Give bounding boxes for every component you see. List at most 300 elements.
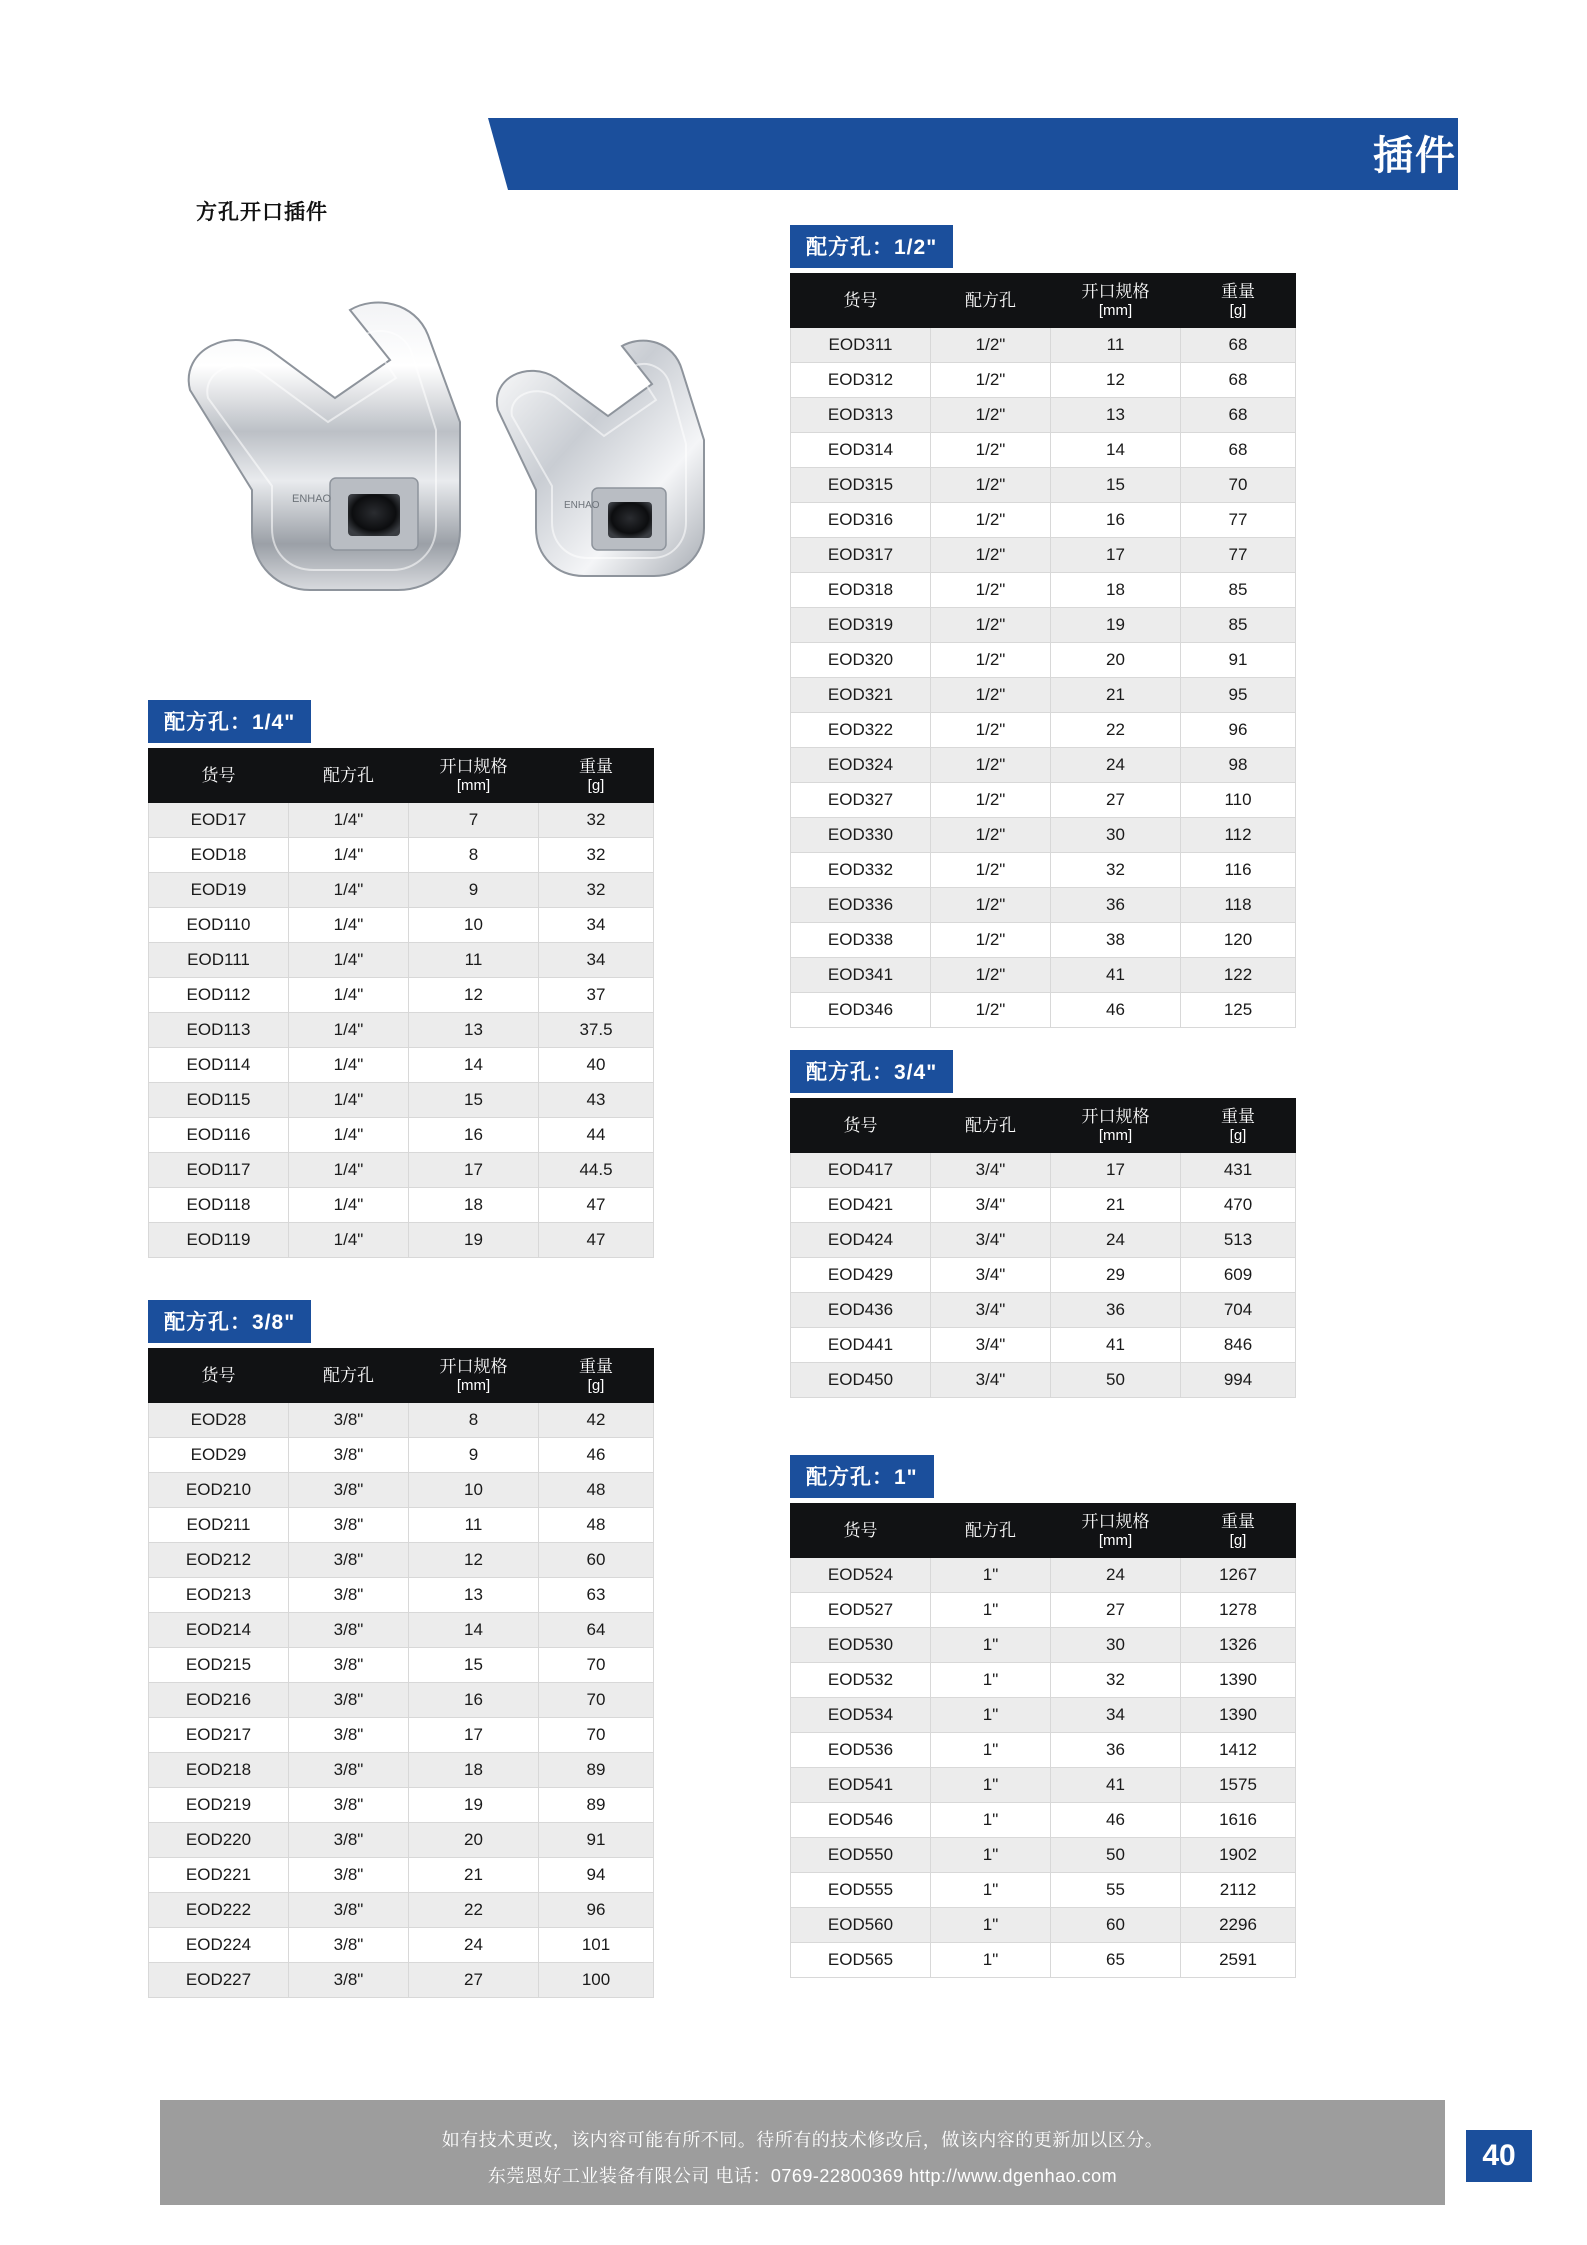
th-size-label: 开口规格	[439, 1356, 508, 1376]
cell-code: EOD218	[149, 1753, 289, 1788]
cell-code: EOD546	[791, 1803, 931, 1838]
cell-code: EOD28	[149, 1403, 289, 1438]
table-row	[791, 608, 1296, 643]
cell-code: EOD560	[791, 1908, 931, 1943]
cell-code: EOD219	[149, 1788, 289, 1823]
cell-drive: 1/2"	[931, 608, 1051, 643]
cell-size: 22	[1051, 713, 1181, 748]
table-row	[149, 1403, 654, 1438]
cell-code: EOD332	[791, 853, 931, 888]
cell-drive: 3/8"	[289, 1893, 409, 1928]
cell-weight: 91	[1181, 643, 1296, 678]
cell-code: EOD527	[791, 1593, 931, 1628]
cell-code: EOD313	[791, 398, 931, 433]
cell-weight: 1326	[1181, 1628, 1296, 1663]
cell-weight: 48	[539, 1473, 654, 1508]
cell-weight: 1390	[1181, 1698, 1296, 1733]
cell-drive: 1/4"	[289, 943, 409, 978]
spec-table-quarter	[148, 748, 654, 1258]
cell-size: 12	[409, 1543, 539, 1578]
cell-code: EOD436	[791, 1293, 931, 1328]
table-row	[149, 1013, 654, 1048]
table-row	[149, 1438, 654, 1473]
cell-size: 38	[1051, 923, 1181, 958]
table-row	[791, 1258, 1296, 1293]
table-row	[791, 853, 1296, 888]
section-label-threeeighth: 配方孔：3/8"	[148, 1300, 311, 1343]
table-row	[791, 1188, 1296, 1223]
cell-drive: 3/4"	[931, 1328, 1051, 1363]
cell-weight: 116	[1181, 853, 1296, 888]
table-row	[149, 1223, 654, 1258]
cell-weight: 1278	[1181, 1593, 1296, 1628]
cell-code: EOD214	[149, 1613, 289, 1648]
spec-table-threequarter	[790, 1098, 1296, 1398]
page-header	[0, 0, 1587, 205]
cell-weight: 112	[1181, 818, 1296, 853]
cell-size: 7	[409, 803, 539, 838]
th-weight-label: 重量	[1221, 281, 1255, 301]
cell-code: EOD320	[791, 643, 931, 678]
cell-code: EOD312	[791, 363, 931, 398]
cell-drive: 1"	[931, 1628, 1051, 1663]
cell-size: 13	[409, 1578, 539, 1613]
svg-text:ENHAO: ENHAO	[564, 500, 600, 511]
cell-size: 24	[1051, 1558, 1181, 1593]
cell-drive: 1/2"	[931, 538, 1051, 573]
cell-size: 21	[1051, 678, 1181, 713]
cell-drive: 3/8"	[289, 1648, 409, 1683]
page-subtitle: 方孔开口插件	[196, 201, 328, 224]
cell-drive: 1/2"	[931, 398, 1051, 433]
cell-size: 36	[1051, 1293, 1181, 1328]
cell-weight: 431	[1181, 1153, 1296, 1188]
cell-weight: 32	[539, 803, 654, 838]
cell-weight: 85	[1181, 608, 1296, 643]
cell-drive: 3/8"	[289, 1928, 409, 1963]
cell-size: 41	[1051, 1328, 1181, 1363]
table-row	[791, 1593, 1296, 1628]
cell-size: 16	[409, 1118, 539, 1153]
cell-weight: 70	[539, 1718, 654, 1753]
cell-code: EOD220	[149, 1823, 289, 1858]
cell-size: 17	[1051, 1153, 1181, 1188]
cell-drive: 1/2"	[931, 573, 1051, 608]
cell-weight: 95	[1181, 678, 1296, 713]
cell-drive: 1/2"	[931, 713, 1051, 748]
cell-code: EOD315	[791, 468, 931, 503]
cell-size: 11	[409, 1508, 539, 1543]
header-white-wedge	[148, 118, 508, 190]
cell-weight: 77	[1181, 503, 1296, 538]
cell-size: 34	[1051, 1698, 1181, 1733]
table-row	[149, 1683, 654, 1718]
cell-code: EOD417	[791, 1153, 931, 1188]
table-row	[791, 888, 1296, 923]
cell-code: EOD336	[791, 888, 931, 923]
table-row	[791, 363, 1296, 398]
table-row	[149, 1543, 654, 1578]
th-weight-unit: [g]	[1229, 301, 1247, 319]
th-drive: 配方孔	[931, 1099, 1051, 1153]
cell-weight: 37.5	[539, 1013, 654, 1048]
cell-weight: 91	[539, 1823, 654, 1858]
th-weight-label: 重量	[579, 756, 613, 776]
table-row	[791, 748, 1296, 783]
cell-code: EOD322	[791, 713, 931, 748]
table-row	[149, 1788, 654, 1823]
table-row	[149, 1858, 654, 1893]
cell-drive: 1/2"	[931, 958, 1051, 993]
table-row	[791, 1223, 1296, 1258]
th-size-unit: [mm]	[456, 1376, 491, 1394]
cell-size: 20	[409, 1823, 539, 1858]
cell-drive: 1"	[931, 1698, 1051, 1733]
table-row	[149, 1083, 654, 1118]
table-row	[149, 838, 654, 873]
cell-code: EOD18	[149, 838, 289, 873]
table-row	[791, 1558, 1296, 1593]
th-size	[409, 749, 539, 803]
cell-size: 11	[1051, 328, 1181, 363]
cell-drive: 3/8"	[289, 1718, 409, 1753]
cell-weight: 37	[539, 978, 654, 1013]
table-row	[791, 923, 1296, 958]
cell-size: 41	[1051, 958, 1181, 993]
table-row	[149, 1188, 654, 1223]
th-drive: 配方孔	[931, 274, 1051, 328]
tbody-threeeighth	[149, 1403, 654, 1998]
cell-weight: 43	[539, 1083, 654, 1118]
table-row	[149, 978, 654, 1013]
th-weight	[539, 1349, 654, 1403]
cell-size: 17	[409, 1153, 539, 1188]
cell-code: EOD215	[149, 1648, 289, 1683]
cell-drive: 1"	[931, 1558, 1051, 1593]
table-row	[791, 573, 1296, 608]
cell-drive: 1/2"	[931, 678, 1051, 713]
cell-drive: 1"	[931, 1663, 1051, 1698]
cell-weight: 85	[1181, 573, 1296, 608]
th-size-label: 开口规格	[1081, 1106, 1150, 1126]
th-weight	[1181, 1099, 1296, 1153]
cell-size: 10	[409, 1473, 539, 1508]
cell-weight: 40	[539, 1048, 654, 1083]
page-title: 插件	[1373, 134, 1457, 178]
cell-drive: 3/4"	[931, 1188, 1051, 1223]
cell-drive: 1/2"	[931, 363, 1051, 398]
cell-size: 14	[409, 1613, 539, 1648]
page-footer	[160, 2100, 1445, 2205]
table-row	[791, 1943, 1296, 1978]
cell-size: 13	[1051, 398, 1181, 433]
th-size-label: 开口规格	[1081, 281, 1150, 301]
cell-weight: 1575	[1181, 1768, 1296, 1803]
table-row	[149, 1928, 654, 1963]
th-code: 货号	[791, 274, 931, 328]
cell-weight: 32	[539, 873, 654, 908]
cell-size: 21	[1051, 1188, 1181, 1223]
cell-size: 60	[1051, 1908, 1181, 1943]
th-drive: 配方孔	[289, 1349, 409, 1403]
cell-drive: 3/8"	[289, 1438, 409, 1473]
wrench-large	[189, 302, 460, 590]
cell-drive: 1"	[931, 1943, 1051, 1978]
cell-drive: 1"	[931, 1908, 1051, 1943]
cell-code: EOD524	[791, 1558, 931, 1593]
table-row	[149, 1508, 654, 1543]
spec-table-threeeighth	[148, 1348, 654, 1998]
table-row	[149, 1718, 654, 1753]
footer-company: 东莞恩好工业装备有限公司 电话：0769-22800369 http://www.dgenhao.com	[487, 2166, 1118, 2186]
th-weight	[1181, 1504, 1296, 1558]
cell-size: 21	[409, 1858, 539, 1893]
cell-code: EOD346	[791, 993, 931, 1028]
cell-drive: 1/4"	[289, 1048, 409, 1083]
cell-code: EOD441	[791, 1328, 931, 1363]
table-row	[149, 1963, 654, 1998]
cell-drive: 1/2"	[931, 748, 1051, 783]
cell-drive: 3/8"	[289, 1508, 409, 1543]
table-row	[149, 943, 654, 978]
cell-size: 32	[1051, 853, 1181, 888]
cell-weight: 42	[539, 1403, 654, 1438]
th-weight-label: 重量	[579, 1356, 613, 1376]
cell-weight: 1412	[1181, 1733, 1296, 1768]
cell-weight: 120	[1181, 923, 1296, 958]
cell-drive: 1/4"	[289, 1083, 409, 1118]
cell-size: 29	[1051, 1258, 1181, 1293]
cell-drive: 3/8"	[289, 1578, 409, 1613]
cell-code: EOD330	[791, 818, 931, 853]
cell-drive: 1/4"	[289, 1153, 409, 1188]
table-row	[149, 873, 654, 908]
cell-size: 12	[409, 978, 539, 1013]
cell-code: EOD311	[791, 328, 931, 363]
cell-drive: 3/8"	[289, 1963, 409, 1998]
th-drive: 配方孔	[931, 1504, 1051, 1558]
spec-table-half	[790, 273, 1296, 1028]
cell-size: 8	[409, 1403, 539, 1438]
cell-drive: 3/8"	[289, 1543, 409, 1578]
cell-code: EOD19	[149, 873, 289, 908]
table-row	[791, 1733, 1296, 1768]
cell-code: EOD534	[791, 1698, 931, 1733]
cell-code: EOD116	[149, 1118, 289, 1153]
cell-size: 8	[409, 838, 539, 873]
table-row	[791, 818, 1296, 853]
cell-drive: 1/4"	[289, 978, 409, 1013]
cell-code: EOD119	[149, 1223, 289, 1258]
cell-drive: 1"	[931, 1803, 1051, 1838]
footer-disclaimer: 如有技术更改，该内容可能有所不同。待所有的技术修改后，做该内容的更新加以区分。	[441, 2130, 1164, 2150]
cell-drive: 3/4"	[931, 1363, 1051, 1398]
cell-weight: 470	[1181, 1188, 1296, 1223]
cell-size: 50	[1051, 1363, 1181, 1398]
cell-code: EOD338	[791, 923, 931, 958]
cell-drive: 3/8"	[289, 1613, 409, 1648]
table-row	[791, 1803, 1296, 1838]
cell-code: EOD565	[791, 1943, 931, 1978]
cell-weight: 96	[539, 1893, 654, 1928]
cell-weight: 2296	[1181, 1908, 1296, 1943]
cell-size: 18	[1051, 573, 1181, 608]
section-label-half: 配方孔：1/2"	[790, 225, 953, 268]
table-row	[149, 1118, 654, 1153]
th-code: 货号	[791, 1099, 931, 1153]
th-weight-label: 重量	[1221, 1511, 1255, 1531]
table-row	[149, 1613, 654, 1648]
cell-drive: 1/4"	[289, 803, 409, 838]
table-row	[149, 1578, 654, 1613]
th-size-unit: [mm]	[1098, 1531, 1133, 1549]
cell-size: 14	[409, 1048, 539, 1083]
cell-code: EOD115	[149, 1083, 289, 1118]
cell-size: 12	[1051, 363, 1181, 398]
cell-size: 46	[1051, 993, 1181, 1028]
table-row	[791, 1328, 1296, 1363]
cell-code: EOD555	[791, 1873, 931, 1908]
table-row	[791, 328, 1296, 363]
th-size	[409, 1349, 539, 1403]
th-size-label: 开口规格	[1081, 1511, 1150, 1531]
cell-drive: 1/2"	[931, 853, 1051, 888]
th-code: 货号	[791, 1504, 931, 1558]
cell-size: 55	[1051, 1873, 1181, 1908]
cell-weight: 68	[1181, 328, 1296, 363]
table-row	[149, 1473, 654, 1508]
table-row	[791, 783, 1296, 818]
cell-drive: 1/2"	[931, 468, 1051, 503]
cell-drive: 1/2"	[931, 328, 1051, 363]
cell-size: 24	[1051, 748, 1181, 783]
cell-code: EOD316	[791, 503, 931, 538]
cell-code: EOD211	[149, 1508, 289, 1543]
table-row	[791, 678, 1296, 713]
page-number: 40	[1466, 2130, 1532, 2182]
tbody-quarter	[149, 803, 654, 1258]
cell-weight: 68	[1181, 398, 1296, 433]
cell-weight: 2112	[1181, 1873, 1296, 1908]
cell-weight: 2591	[1181, 1943, 1296, 1978]
th-size-unit: [mm]	[1098, 1126, 1133, 1144]
cell-drive: 1/4"	[289, 1188, 409, 1223]
cell-weight: 118	[1181, 888, 1296, 923]
cell-weight: 122	[1181, 958, 1296, 993]
cell-weight: 34	[539, 908, 654, 943]
cell-code: EOD321	[791, 678, 931, 713]
tbody-threequarter	[791, 1153, 1296, 1398]
cell-weight: 68	[1181, 363, 1296, 398]
table-row	[791, 433, 1296, 468]
cell-drive: 1/2"	[931, 503, 1051, 538]
cell-size: 50	[1051, 1838, 1181, 1873]
cell-weight: 1616	[1181, 1803, 1296, 1838]
cell-size: 17	[1051, 538, 1181, 573]
cell-code: EOD341	[791, 958, 931, 993]
cell-weight: 100	[539, 1963, 654, 1998]
product-photo	[160, 290, 750, 660]
table-row	[791, 1153, 1296, 1188]
cell-size: 30	[1051, 818, 1181, 853]
cell-code: EOD550	[791, 1838, 931, 1873]
cell-code: EOD421	[791, 1188, 931, 1223]
cell-weight: 994	[1181, 1363, 1296, 1398]
cell-weight: 704	[1181, 1293, 1296, 1328]
th-weight	[1181, 274, 1296, 328]
table-row	[791, 1628, 1296, 1663]
cell-drive: 3/8"	[289, 1403, 409, 1438]
th-weight-unit: [g]	[587, 1376, 605, 1394]
cell-code: EOD29	[149, 1438, 289, 1473]
table-row	[149, 1893, 654, 1928]
table-row	[791, 1293, 1296, 1328]
th-weight-unit: [g]	[1229, 1126, 1247, 1144]
cell-size: 9	[409, 873, 539, 908]
th-weight-label: 重量	[1221, 1106, 1255, 1126]
table-row	[791, 398, 1296, 433]
cell-weight: 77	[1181, 538, 1296, 573]
cell-drive: 1/2"	[931, 993, 1051, 1028]
cell-weight: 1902	[1181, 1838, 1296, 1873]
cell-drive: 1/4"	[289, 838, 409, 873]
cell-weight: 46	[539, 1438, 654, 1473]
cell-size: 18	[409, 1753, 539, 1788]
cell-weight: 1267	[1181, 1558, 1296, 1593]
cell-weight: 609	[1181, 1258, 1296, 1293]
cell-code: EOD217	[149, 1718, 289, 1753]
cell-drive: 1/4"	[289, 873, 409, 908]
cell-size: 24	[409, 1928, 539, 1963]
cell-drive: 1"	[931, 1733, 1051, 1768]
cell-weight: 44	[539, 1118, 654, 1153]
table-row	[791, 468, 1296, 503]
table-row	[791, 538, 1296, 573]
cell-drive: 3/4"	[931, 1223, 1051, 1258]
th-size	[1051, 1099, 1181, 1153]
cell-size: 16	[409, 1683, 539, 1718]
table-row	[149, 1753, 654, 1788]
cell-code: EOD222	[149, 1893, 289, 1928]
cell-size: 15	[409, 1648, 539, 1683]
cell-size: 18	[409, 1188, 539, 1223]
th-code: 货号	[149, 1349, 289, 1403]
table-row	[791, 993, 1296, 1028]
cell-drive: 1/4"	[289, 908, 409, 943]
cell-size: 24	[1051, 1223, 1181, 1258]
table-row	[791, 643, 1296, 678]
svg-text:ENHAO: ENHAO	[292, 493, 332, 505]
cell-size: 41	[1051, 1768, 1181, 1803]
cell-drive: 3/8"	[289, 1858, 409, 1893]
cell-drive: 3/8"	[289, 1788, 409, 1823]
table-row	[791, 503, 1296, 538]
tbody-one	[791, 1558, 1296, 1978]
cell-code: EOD113	[149, 1013, 289, 1048]
table-row	[791, 1908, 1296, 1943]
table-row	[791, 1873, 1296, 1908]
th-weight	[539, 749, 654, 803]
cell-drive: 1/2"	[931, 643, 1051, 678]
section-label-quarter: 配方孔：1/4"	[148, 700, 311, 743]
cell-weight: 89	[539, 1753, 654, 1788]
cell-size: 27	[409, 1963, 539, 1998]
table-row	[149, 803, 654, 838]
cell-code: EOD317	[791, 538, 931, 573]
cell-drive: 1/4"	[289, 1223, 409, 1258]
cell-drive: 1/2"	[931, 783, 1051, 818]
cell-size: 36	[1051, 888, 1181, 923]
